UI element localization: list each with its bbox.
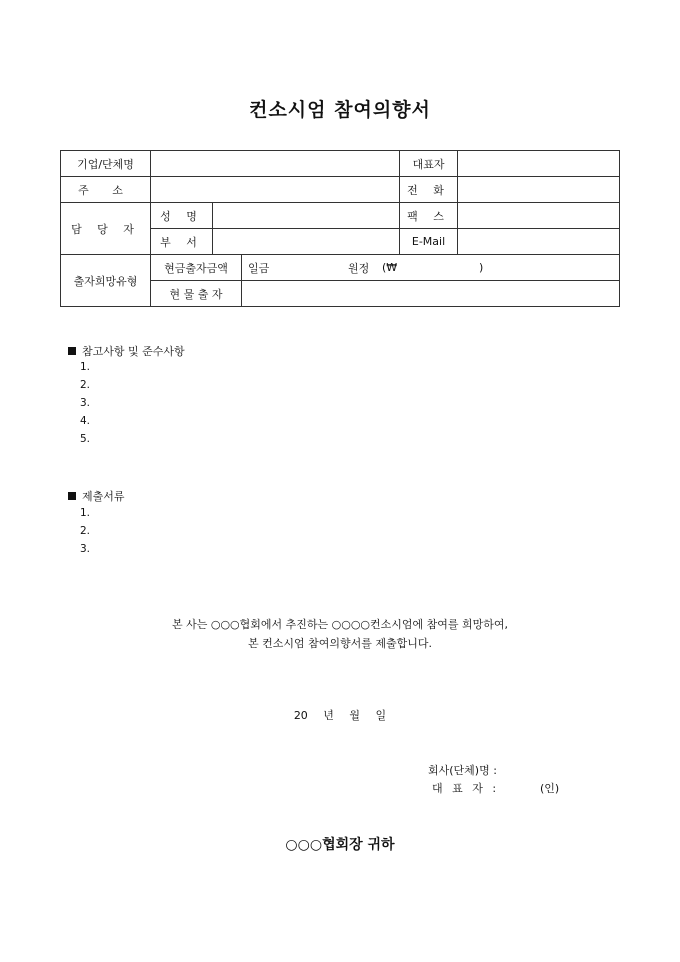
application-form-table bbox=[60, 150, 620, 307]
seal-mark: (인) bbox=[540, 782, 560, 795]
notes-heading-text: 참고사항 및 준수사항 bbox=[82, 345, 185, 358]
address-label: 주 소 bbox=[78, 183, 133, 197]
statement-line-2: 본 컨소시엄 참여의향서를 제출합니다. bbox=[247, 637, 432, 650]
invest-type-label: 출자희망유형 bbox=[61, 255, 151, 307]
square-bullet-icon bbox=[68, 492, 76, 500]
ceo-label: 대표자 bbox=[400, 151, 458, 177]
list-item: 2. bbox=[80, 525, 91, 537]
amount-open: (₩ bbox=[382, 261, 398, 274]
email-field[interactable] bbox=[458, 229, 620, 255]
dept-field[interactable] bbox=[213, 229, 400, 255]
company-name-line: 회사(단체)명 : bbox=[428, 764, 497, 777]
name-label: 성 명 bbox=[160, 209, 203, 223]
phone-field[interactable] bbox=[458, 177, 620, 203]
list-item: 1. bbox=[80, 361, 91, 373]
documents-heading-text: 제출서류 bbox=[82, 490, 125, 503]
date-line: 20 년 월 일 bbox=[293, 709, 387, 722]
list-item: 3. bbox=[80, 397, 91, 409]
company-field[interactable] bbox=[151, 151, 400, 177]
email-label: E-Mail bbox=[400, 229, 458, 255]
amount-close: ) bbox=[479, 261, 484, 274]
row-address bbox=[61, 177, 620, 203]
inkind-field[interactable] bbox=[242, 281, 620, 307]
list-item: 2. bbox=[80, 379, 91, 391]
phone-label: 전 화 bbox=[407, 183, 450, 197]
amount-unit: 원정 bbox=[348, 261, 370, 275]
cash-label: 현금출자금액 bbox=[151, 255, 242, 281]
company-label: 기업/단체명 bbox=[61, 151, 151, 177]
documents-list bbox=[80, 504, 90, 558]
amount-prefix: 일금 bbox=[248, 261, 270, 275]
dept-label: 부 서 bbox=[160, 235, 203, 249]
notes-heading bbox=[68, 343, 185, 359]
list-item: 3. bbox=[80, 543, 91, 555]
row-company bbox=[61, 151, 620, 177]
row-cash-investment bbox=[61, 255, 620, 281]
square-bullet-icon bbox=[68, 347, 76, 355]
list-item: 4. bbox=[80, 415, 91, 427]
name-field[interactable] bbox=[213, 203, 400, 229]
closing-addressee: ○○○협회장 귀하 bbox=[285, 837, 395, 853]
notes-list bbox=[80, 358, 90, 448]
documents-heading bbox=[68, 488, 125, 504]
statement-line-1: 본 사는 ○○○협회에서 추진하는 ○○○○컨소시엄에 참여를 희망하여, bbox=[171, 618, 509, 631]
row-manager-name bbox=[61, 203, 620, 229]
list-item: 5. bbox=[80, 433, 91, 445]
fax-field[interactable] bbox=[458, 203, 620, 229]
ceo-line: 대 표 자 : bbox=[432, 782, 500, 795]
address-field[interactable] bbox=[151, 177, 400, 203]
ceo-field[interactable] bbox=[458, 151, 620, 177]
document-title: 컨소시엄 참여의향서 bbox=[249, 99, 431, 121]
fax-label: 팩 스 bbox=[407, 209, 450, 223]
manager-label: 담 당 자 bbox=[71, 222, 140, 236]
cash-amount-field[interactable] bbox=[242, 255, 620, 281]
list-item: 1. bbox=[80, 507, 91, 519]
inkind-label: 현 물 출 자 bbox=[151, 281, 242, 307]
